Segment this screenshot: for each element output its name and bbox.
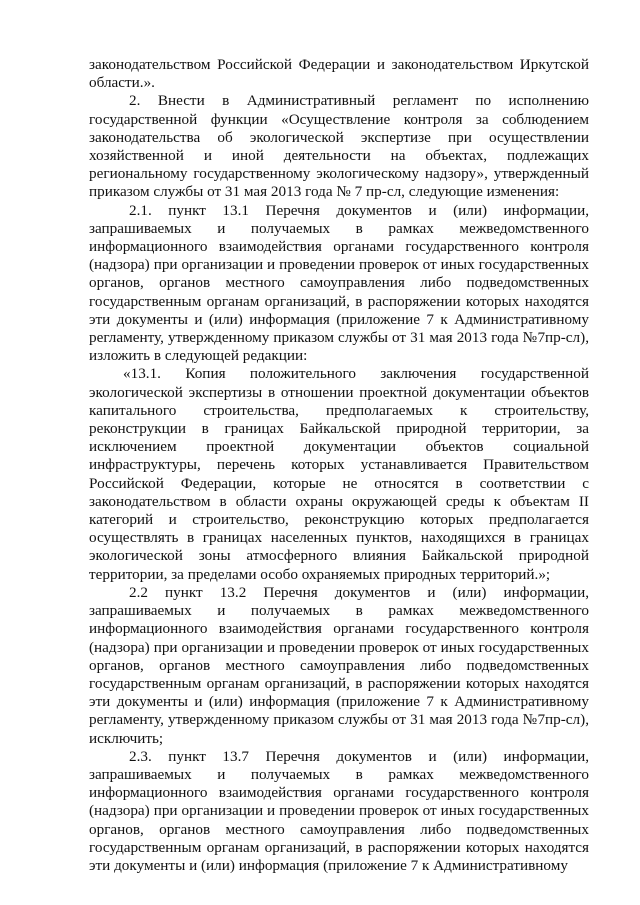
- paragraph-item-2: 2. Внести в Административный регламент по исполнению государственной функции «Осуществление контроля за соблюдением законодательства об экологической экспертизе при осуществлении хозяйственной и иной деятельности на объектах, подлежащих региональному государственному экологическому надзору», утвержденный приказом службы от 31 мая 2013 года № 7 пр-сл, следующие изменения:: [89, 92, 589, 201]
- paragraph-item-2-3: 2.3. пункт 13.7 Перечня документов и (или) информации, запрашиваемых и получаемых в рамках межведомственного информационного взаимодействия органами государственного контроля (надзора) при организации и проведении проверок от иных государственных органов, органов местного самоуправления либо подведомственных государственным органам организаций, в распоряжении которых находятся эти документы и (или) информация (приложение 7 к Административному: [89, 747, 589, 874]
- paragraph-continuation: законодательством Российской Федерации и законодательством Иркутской области.».: [89, 56, 589, 92]
- document-body: [89, 56, 589, 875]
- paragraph-quoted-13-1: «13.1. Копия положительного заключения государственной экологической экспертизы в отношении проектной документации объектов капитального строительства, предполагаемых к строительству, реконструкции в границах Байкальской природной территории, за исключением проектной документации объектов социальной инфраструктуры, перечень которых устанавливается Правительством Российской Федерации, которые не относятся в соответствии с законодательством в области охраны окружающей среды к объектам II категорий и строительство, реконструкцию которых предполагается осуществлять в границах населенных пунктов, находящихся в границах экологической зоны атмосферного влияния Байкальской природной территории, за пределами особо охраняемых природных территорий.»;: [89, 365, 589, 583]
- paragraph-item-2-1: 2.1. пункт 13.1 Перечня документов и (или) информации, запрашиваемых и получаемых в рамках межведомственного информационного взаимодействия органами государственного контроля (надзора) при организации и проведении проверок от иных государственных органов, органов местного самоуправления либо подведомственных государственным органам организаций, в распоряжении которых находятся эти документы и (или) информация (приложение 7 к Административному регламенту, утвержденному приказом службы от 31 мая 2013 года №7пр-сл), изложить в следующей редакции:: [89, 201, 589, 365]
- paragraph-item-2-2: 2.2 пункт 13.2 Перечня документов и (или) информации, запрашиваемых и получаемых в рамках межведомственного информационного взаимодействия органами государственного контроля (надзора) при организации и проведении проверок от иных государственных органов, органов местного самоуправления либо подведомственных государственным органам организаций, в распоряжении которых находятся эти документы и (или) информация (приложение 7 к Административному регламенту, утвержденному приказом службы от 31 мая 2013 года №7пр-сл), исключить;: [89, 583, 589, 747]
